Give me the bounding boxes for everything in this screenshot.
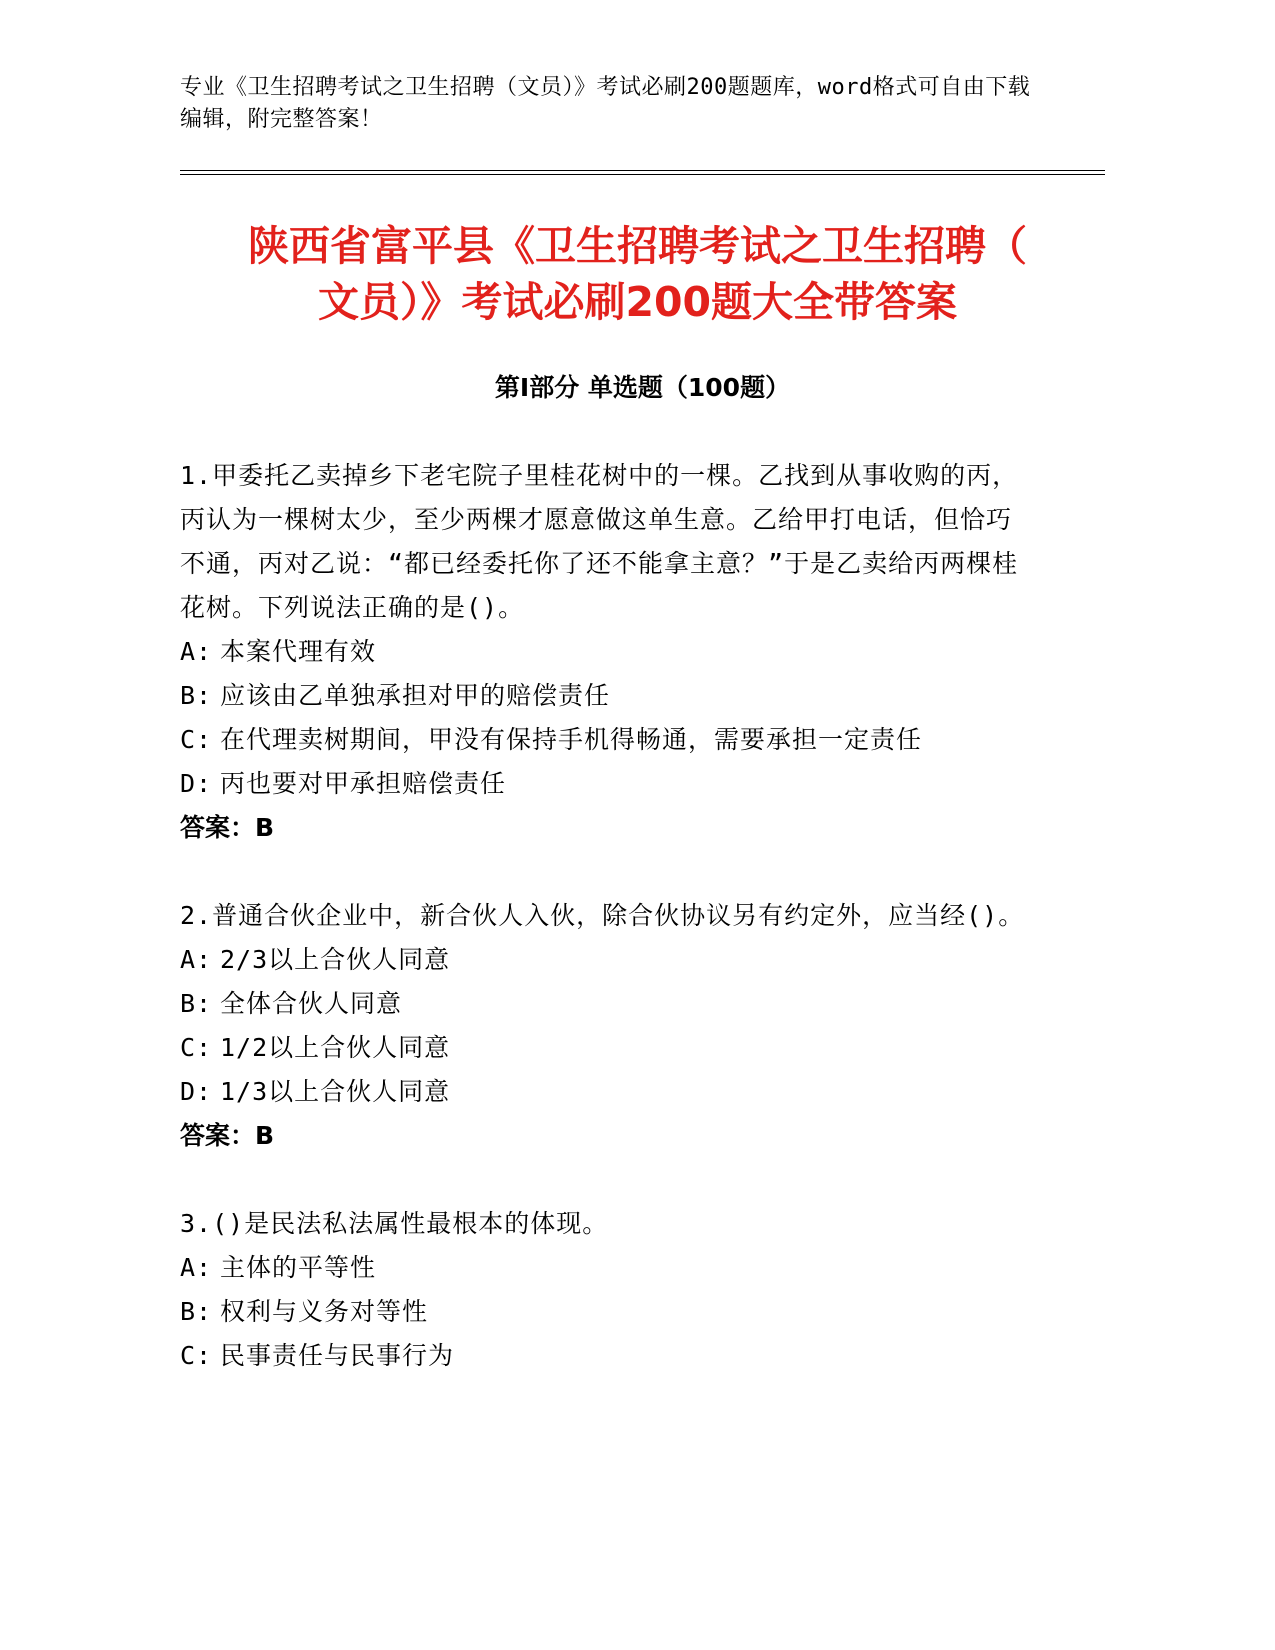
option-b: [180, 674, 1030, 718]
option-letter: D:: [180, 1077, 213, 1106]
document-title-line-1: 陕西省富平县《卫生招聘考试之卫生招聘（: [248, 222, 1027, 270]
option-letter: A:: [180, 1253, 213, 1282]
option-letter: B:: [180, 989, 213, 1018]
document-title: [150, 218, 1125, 330]
option-letter: A:: [180, 945, 213, 974]
option-b: [180, 982, 1030, 1026]
option-text: 主体的平等性: [220, 1253, 377, 1282]
option-a: [180, 1246, 1030, 1290]
option-letter: C:: [180, 1033, 213, 1062]
option-text: 本案代理有效: [220, 637, 377, 666]
option-c: [180, 718, 1030, 762]
option-c: [180, 1026, 1030, 1070]
document-title-line-2: 文员）》考试必刷200题大全带答案: [317, 278, 958, 326]
question-text: 3.()是民法私法属性最根本的体现。: [180, 1209, 609, 1238]
question-3: [180, 1202, 1030, 1378]
option-letter: D:: [180, 769, 213, 798]
option-text: 应该由乙单独承担对甲的赔偿责任: [220, 681, 611, 710]
question-1: [180, 454, 1030, 850]
option-d: [180, 762, 1030, 806]
header-note: 专业《卫生招聘考试之卫生招聘（文员）》考试必刷200题题库，word格式可自由下载编辑，附完整答案！: [180, 75, 1031, 132]
option-a: [180, 938, 1030, 982]
option-letter: C:: [180, 725, 213, 754]
option-text: 2/3以上合伙人同意: [220, 945, 451, 974]
header-divider: [180, 170, 1105, 175]
option-text: 1/2以上合伙人同意: [220, 1033, 451, 1062]
option-b: [180, 1290, 1030, 1334]
option-text: 在代理卖树期间，甲没有保持手机得畅通，需要承担一定责任: [220, 725, 923, 754]
question-text: 2.普通合伙企业中，新合伙人入伙，除合伙协议另有约定外，应当经()。: [180, 901, 1025, 930]
question-2: [180, 894, 1030, 1158]
option-text: 1/3以上合伙人同意: [220, 1077, 451, 1106]
question-list: [180, 454, 1030, 1422]
option-letter: C:: [180, 1341, 213, 1370]
option-text: 丙也要对甲承担赔偿责任: [220, 769, 507, 798]
section-title: 第I部分 单选题（100题）: [494, 373, 791, 402]
option-c: [180, 1334, 1030, 1378]
option-text: 全体合伙人同意: [220, 989, 403, 1018]
answer: 答案：B: [180, 1121, 275, 1150]
option-letter: A:: [180, 637, 213, 666]
option-d: [180, 1070, 1030, 1114]
option-text: 权利与义务对等性: [220, 1297, 429, 1326]
option-letter: B:: [180, 681, 213, 710]
option-text: 民事责任与民事行为: [220, 1341, 455, 1370]
option-a: [180, 630, 1030, 674]
question-text: 1.甲委托乙卖掉乡下老宅院子里桂花树中的一棵。乙找到从事收购的丙，丙认为一棵树太少，至少两棵才愿意做这单生意。乙给甲打电话，但恰巧不通，丙对乙说：“都已经委托你了还不能拿主意？”于是乙卖给丙两棵桂花树。下列说法正确的是()。: [180, 461, 1019, 622]
answer: 答案：B: [180, 813, 275, 842]
option-letter: B:: [180, 1297, 213, 1326]
